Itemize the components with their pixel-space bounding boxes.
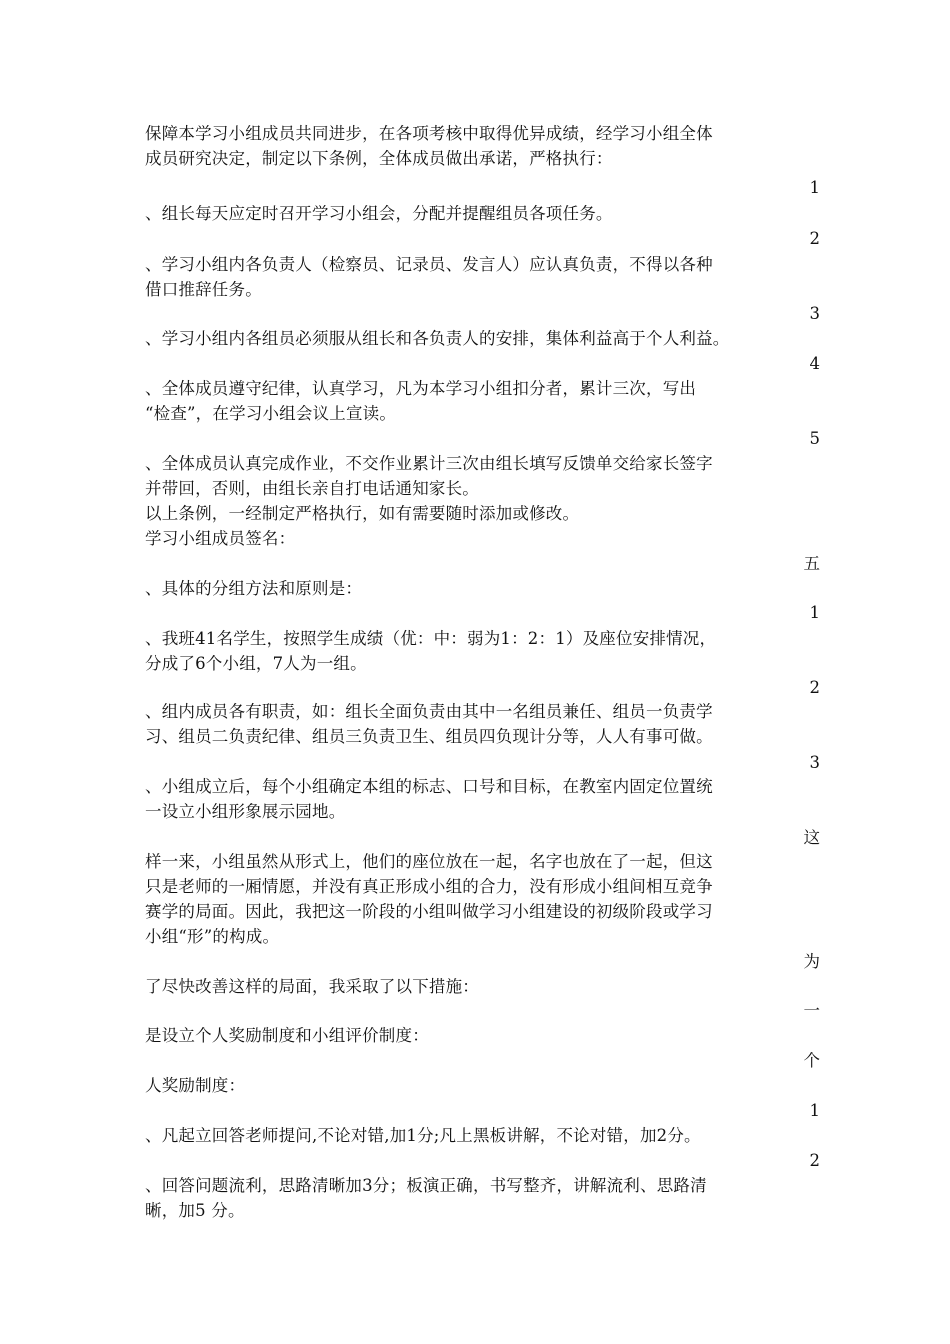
text-line: 晰，加5 分。 <box>145 1201 245 1220</box>
text-line: 、全体成员认真完成作业，不交作业累计三次由组长填写反馈单交给家长签字 <box>145 454 713 473</box>
paragraph-number-marker: 3 <box>809 304 820 323</box>
paragraph-number-marker: 2 <box>809 678 820 697</box>
text-line: 、凡起立回答老师提问,不论对错,加1分;凡上黑板讲解，不论对错，加2分。 <box>145 1126 701 1145</box>
paragraph-number-marker: 4 <box>809 354 820 373</box>
text-line: 保障本学习小组成员共同进步，在各项考核中取得优异成绩，经学习小组全体 <box>145 124 713 143</box>
text-line: 以上条例，一经制定严格执行，如有需要随时添加或修改。 <box>145 504 580 523</box>
text-line: 、小组成立后，每个小组确定本组的标志、口号和目标，在教室内固定位置统 <box>145 777 713 796</box>
text-line: 小组“形”的构成。 <box>145 927 280 946</box>
paragraph-number-marker: 3 <box>809 753 820 772</box>
paragraph-number-marker: 5 <box>809 429 820 448</box>
text-line: 习、组员二负责纪律、组员三负责卫生、组员四负现计分等，人人有事可做。 <box>145 727 713 746</box>
paragraph-number-marker: 为 <box>803 952 820 971</box>
text-line: 人奖励制度： <box>145 1076 246 1095</box>
text-line: 分成了6个小组，7人为一组。 <box>145 654 367 673</box>
text-line: 、组内成员各有职责，如：组长全面负责由其中一名组员兼任、组员一负责学 <box>145 702 713 721</box>
paragraph-number-marker: 1 <box>809 603 820 622</box>
text-line: 、回答问题流利，思路清晰加3分；板演正确，书写整齐，讲解流利、思路清 <box>145 1176 707 1195</box>
text-line: 、具体的分组方法和原则是： <box>145 579 363 598</box>
text-line: 成员研究决定，制定以下条例，全体成员做出承诺，严格执行： <box>145 149 613 168</box>
paragraph-number-marker: 五 <box>803 554 820 573</box>
paragraph-number-marker: 2 <box>809 229 820 248</box>
text-line: 了尽快改善这样的局面，我采取了以下措施： <box>145 977 479 996</box>
text-line: 借口推辞任务。 <box>145 280 262 299</box>
paragraph-number-marker: 个 <box>803 1051 820 1070</box>
paragraph-number-marker: 1 <box>809 1101 820 1120</box>
text-line: “检查”，在学习小组会议上宣读。 <box>145 404 397 423</box>
text-line: 、组长每天应定时召开学习小组会，分配并提醒组员各项任务。 <box>145 204 613 223</box>
text-line: 是设立个人奖励制度和小组评价制度： <box>145 1026 429 1045</box>
text-line: 、全体成员遵守纪律，认真学习，凡为本学习小组扣分者，累计三次，写出 <box>145 379 697 398</box>
text-line: 学习小组成员签名： <box>145 529 296 548</box>
text-line: 、学习小组内各负责人（检察员、记录员、发言人）应认真负责，不得以各种 <box>145 255 713 274</box>
text-line: 并带回，否则，由组长亲自打电话通知家长。 <box>145 479 479 498</box>
text-line: 赛学的局面。因此，我把这一阶段的小组叫做学习小组建设的初级阶段或学习 <box>145 902 713 921</box>
text-line: 只是老师的一厢情愿，并没有真正形成小组的合力，没有形成小组间相互竞争 <box>145 877 713 896</box>
paragraph-number-marker: 这 <box>803 828 820 847</box>
text-line: 一设立小组形象展示园地。 <box>145 802 346 821</box>
text-line: 、我班41名学生，按照学生成绩（优：中：弱为1：2：1）及座位安排情况， <box>145 629 717 648</box>
paragraph-number-marker: 2 <box>809 1151 820 1170</box>
text-line: 、学习小组内各组员必须服从组长和各负责人的安排，集体利益高于个人利益。 <box>145 329 730 348</box>
text-line: 样一来，小组虽然从形式上，他们的座位放在一起，名字也放在了一起，但这 <box>145 852 713 871</box>
paragraph-number-marker: 1 <box>809 178 820 197</box>
paragraph-number-marker: 一 <box>803 1001 820 1020</box>
